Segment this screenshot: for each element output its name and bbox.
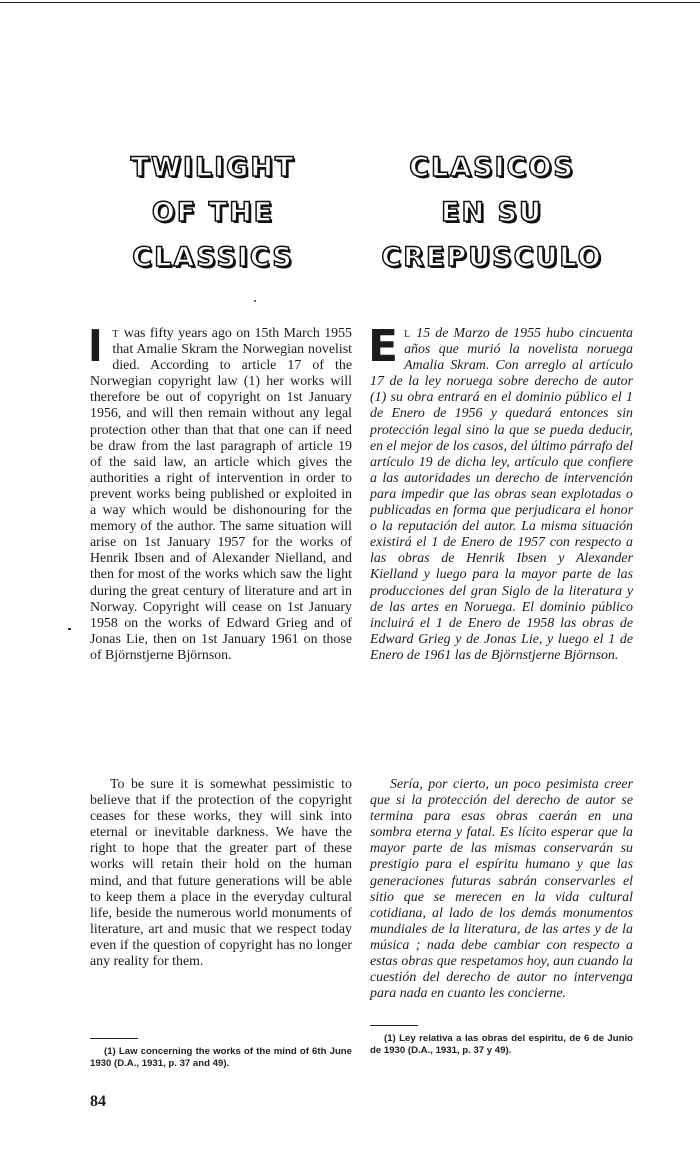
english-footnote: (1) Law concerning the works of the mind of 6th June 1930 (D.A., 1931, p. 37 and 49). bbox=[90, 1046, 352, 1069]
title-english-line-1: TWILIGHT bbox=[130, 152, 296, 183]
page-number: 84 bbox=[90, 1093, 106, 1110]
title-spanish bbox=[367, 145, 617, 280]
spanish-paragraph-2 bbox=[370, 777, 633, 1002]
spanish-paragraph-1-text: 15 de Marzo de 1955 hubo cincuenta años que murió la novelista noruega Amalia Skram. Con arreglo al artículo 17 de la ley noruega sobre derecho de autor (1) su obra entrará en el dominio público el 1 de Enero de 1956 y quedará entonces sin protección legal sino la que se pueda deducir, en el mejor de los casos, del último párrafo del artículo 19 de dicha ley, artículo que confiere a las autoridades un derecho de intervención para impedir que las obras sean explotadas o publicadas en forma que perjudicara el honor o la reputación del autor. La misma situación existirá el 1 de Enero de 1957 con respecto a las obras de Henrik Ibsen y Alexander Kielland y luego para la mayor parte de las producciones del gran Siglo de la literatura y de las artes en Noruega. El dominio público incluirá el 1 de Enero de 1958 las obras de Edward Grieg y de Jonas Lie, y luego el 1 de Enero de 1961 las de Björnstjerne Björnson. bbox=[370, 326, 633, 663]
title-english-line-3: CLASSICS bbox=[132, 242, 294, 273]
title-spanish-line-2: EN SU bbox=[441, 197, 543, 228]
speck bbox=[254, 300, 256, 302]
english-small-cap: t bbox=[112, 326, 120, 341]
spanish-paragraph-2-text: Sería, por cierto, un poco pesimista creer que si la protección del derecho de autor se termina para esas obras caerán en una sombra eterna y fatal. Es lícito esperar que la mayor parte de las mismas conservarán su prestigio para el espíritu humano y que las generaciones futuras sabrán conservarles el sitio que se merecen en la vida cultural cotidiana, al lado de los demás monumentos mundiales de la literatura, de las artes y de la música ; nada debe cambiar con respecto a estas obras que respetamos hoy, aun cuando la cuestión del derecho de autor no intervenga para nada en cuanto les concierne. bbox=[370, 777, 633, 1002]
english-footnote-rule bbox=[90, 1038, 138, 1039]
english-paragraph-1-text: was fifty years ago on 15th March 1955 that Amalie Skram the Norwegian novelist died. According to article 17 of the Norwegian copyright law (1) her works will therefore be out of copyright on 1st January 1956, and will then remain without any legal protection other than that that one can if need be draw from the last paragraph of article 19 of the said law, an article which gives the authorities a right of intervention in order to prevent works being published or exploited in a way which would be dishonouring for the memory of the author. The same situation will arise on 1st January 1957 for the works of Henrik Ibsen and of Alexander Nielland, and then for most of the works which saw the light during the great century of literature and art in Norway. Copyright will cease on 1st January 1958 on the works of Edward Grieg and of Jonas Lie, then on 1st January 1961 on those of Björnstjerne Björnson. bbox=[90, 326, 352, 663]
english-drop-cap: I bbox=[88, 321, 103, 372]
margin-mark bbox=[68, 628, 71, 630]
title-english-line-2: OF THE bbox=[151, 197, 275, 228]
spanish-paragraph-1 bbox=[368, 321, 633, 664]
spanish-footnote: (1) Ley relativa a las obras del espíritu, de 6 de Junio de 1930 (D.A., 1931, p. 37 y 49). bbox=[370, 1033, 633, 1056]
spanish-footnote-rule bbox=[370, 1025, 418, 1026]
spanish-small-cap: l bbox=[404, 326, 412, 341]
english-paragraph-1 bbox=[88, 321, 352, 664]
title-spanish-line-3: CREPUSCULO bbox=[381, 242, 603, 273]
top-rule bbox=[0, 2, 700, 3]
spanish-drop-cap: E bbox=[368, 321, 399, 372]
title-english bbox=[88, 145, 338, 280]
english-paragraph-2-text: To be sure it is somewhat pessimistic to believe that if the protection of the copyright ceases for these works, they will sink into eternal or inevitable darkness. We have the right to hope that the greater part of these works will retain their hold on the human mind, and that future generations will be able to keep them a place in the everyday cultural life, beside the numerous world monuments of literature, art and music that we respect today even if the question of copyright has no longer any reality for them. bbox=[90, 777, 352, 970]
title-spanish-line-1: CLASICOS bbox=[409, 152, 575, 183]
english-paragraph-2 bbox=[90, 777, 352, 970]
